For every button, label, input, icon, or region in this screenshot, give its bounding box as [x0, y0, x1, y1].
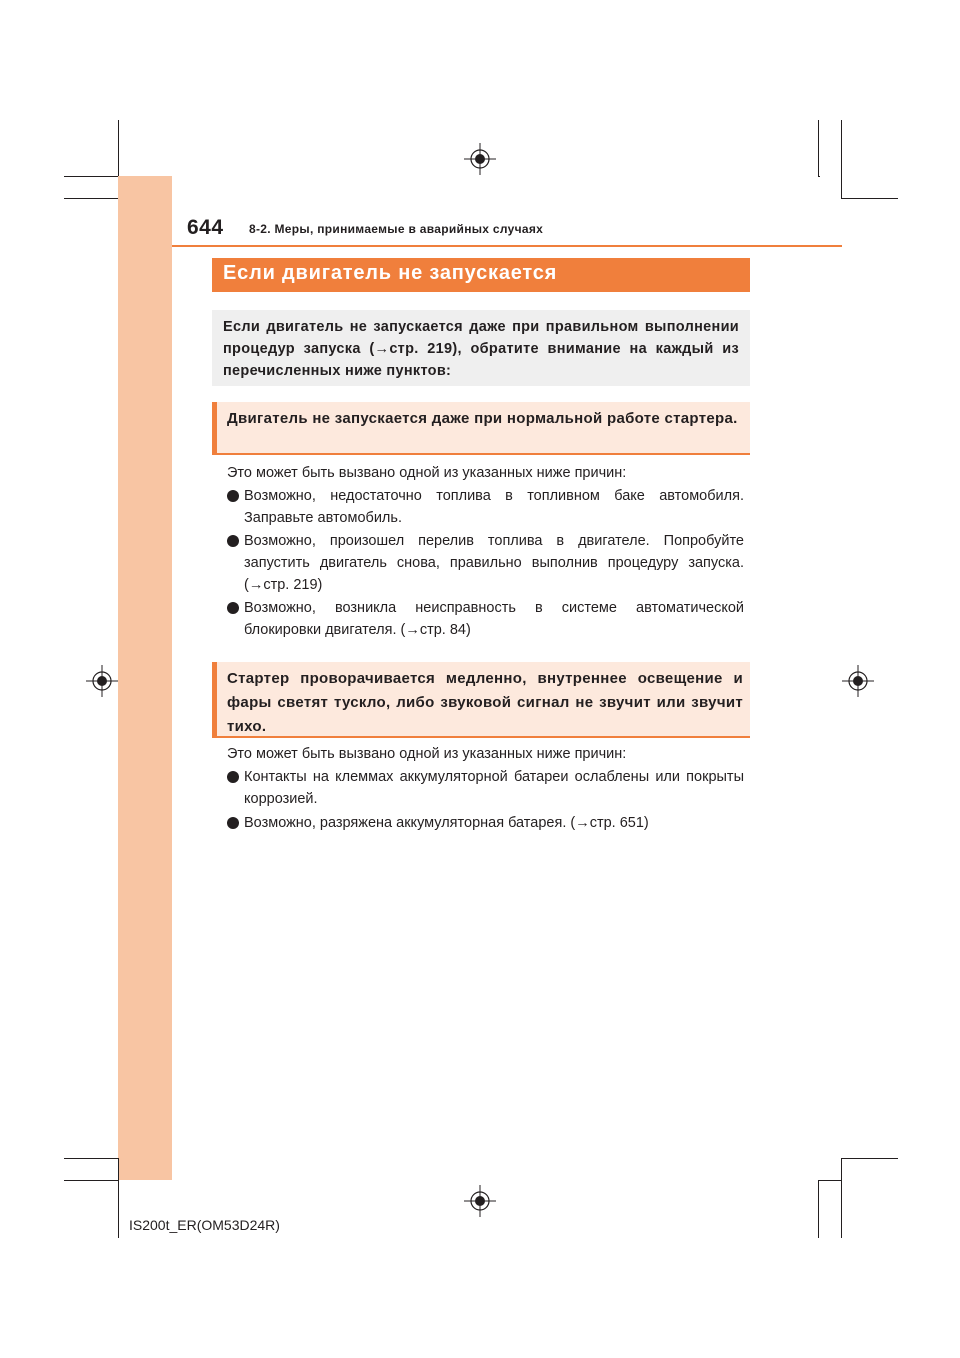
registration-mark-icon [464, 1185, 496, 1217]
registration-mark-icon [86, 665, 118, 697]
crop-mark [818, 1180, 819, 1238]
list-item-text: Возможно, недостаточно топлива в топливном баке автомобиля. Заправьте автомобиль. [244, 488, 744, 526]
intro-text: Если двигатель не запускается даже при правильном выполнении процедур запуска (→стр. 219), обратите внимание на каждый из перечисленных ниже пунктов: [223, 319, 739, 379]
list-item-text: Контакты на клеммах аккумуляторной батареи ослаблены или покрыты коррозией. [244, 769, 744, 807]
list-item-text: Возможно, произошел перелив топлива в двигателе. Попробуйте запустить двигатель снова, правильно выполнив процедуру запуска. (→стр. 219) [244, 533, 744, 593]
section-title: Если двигатель не запускается [223, 262, 558, 284]
crop-mark [64, 176, 118, 177]
bullet-icon [227, 490, 239, 502]
registration-mark-icon [842, 665, 874, 697]
registration-mark-icon [464, 143, 496, 175]
section-banner [212, 258, 750, 292]
page-number: 644 [187, 216, 224, 239]
chapter-title: 8-2. Меры, принимаемые в аварийных случаях [249, 222, 544, 236]
crop-mark [818, 176, 820, 177]
intro-box [212, 310, 750, 386]
header-rule [172, 245, 842, 247]
subsection-heading: Стартер проворачивается медленно, внутреннее освещение и фары светят тускло, либо звуковой сигнал не звучит или звучит тихо. [227, 670, 743, 735]
crop-mark [64, 198, 118, 199]
subsection-lead: Это может быть вызвано одной из указанных ниже причин: [227, 746, 627, 762]
document-code: IS200t_ER(OM53D24R) [129, 1217, 280, 1233]
side-band [118, 176, 172, 1180]
bullet-icon [227, 817, 239, 829]
crop-mark [841, 1158, 842, 1238]
bullet-icon [227, 602, 239, 614]
list-item-text: Возможно, разряжена аккумуляторная батарея. (→стр. 651) [244, 815, 649, 831]
subsection-heading-box [212, 402, 750, 455]
crop-mark [841, 120, 842, 198]
crop-mark [841, 198, 898, 199]
crop-mark [64, 1180, 118, 1181]
subsection-heading: Двигатель не запускается даже при нормальной работе стартера. [227, 410, 738, 427]
crop-mark [818, 1180, 841, 1181]
bullet-icon [227, 535, 239, 547]
subsection-lead: Это может быть вызвано одной из указанных ниже причин: [227, 465, 627, 481]
bullet-icon [227, 771, 239, 783]
crop-mark [818, 120, 819, 176]
crop-mark [841, 1158, 898, 1159]
crop-mark [118, 120, 119, 176]
list-item-text: Возможно, возникла неисправность в системе автоматической блокировки двигателя. (→стр. 84) [244, 600, 744, 638]
subsection-heading-box [212, 662, 750, 738]
crop-mark [64, 1158, 118, 1159]
crop-mark [118, 1158, 119, 1238]
